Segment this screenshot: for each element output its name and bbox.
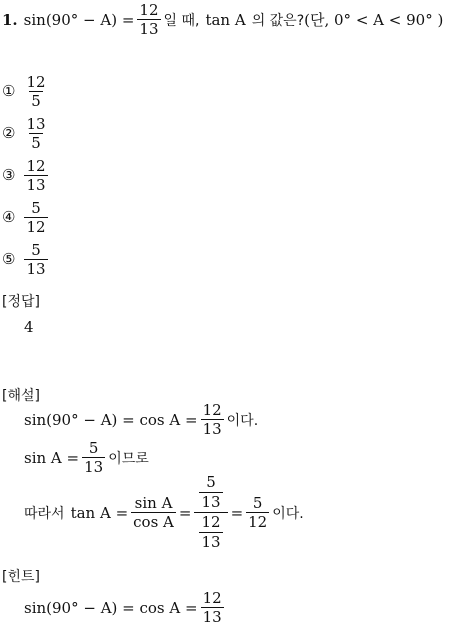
fraction-numerator: 5 [31, 240, 41, 259]
fraction-numerator: 12 [202, 401, 222, 419]
fraction-numerator: 5 [206, 473, 216, 491]
korean-text: 이다. [226, 412, 259, 429]
nested-fraction [194, 474, 227, 551]
equals-sign: = [230, 503, 244, 522]
equals-sign: = [178, 503, 192, 522]
sin-over-cos-fraction [131, 495, 176, 530]
fraction-numerator: 12 [26, 156, 46, 175]
fraction-numerator: 13 [26, 114, 46, 133]
nested-numerator [194, 474, 227, 512]
expr-text: sin(90° − A) = cos A = [24, 410, 198, 429]
fraction-denominator: 13 [84, 458, 104, 476]
option-fraction [24, 74, 47, 109]
expr-text: sin A = [24, 448, 80, 467]
fraction-denominator: 13 [202, 420, 222, 438]
option-marker: ⑤ [2, 250, 16, 268]
option-fraction [24, 200, 47, 235]
question-expr-right: tan A [205, 10, 246, 29]
option-fraction [24, 242, 47, 277]
option-fraction [24, 158, 47, 193]
fraction-numerator: 5 [252, 494, 263, 512]
inner-fraction [199, 474, 222, 511]
fraction-denominator: 13 [201, 533, 221, 551]
question-korean-ask: 의 값은? [251, 12, 305, 29]
option-marker: ④ [2, 208, 16, 226]
korean-text: 이므로 [108, 450, 149, 467]
options-list [2, 70, 51, 280]
fraction-denominator: 5 [31, 133, 41, 152]
fraction-numerator: 5 [88, 439, 99, 457]
explanation-line-1 [24, 402, 258, 437]
hint-label: [힌트] [2, 569, 40, 585]
explanation-label: [해설] [2, 388, 40, 404]
fraction-numerator: 5 [31, 198, 41, 217]
question-korean-when: 일 때, [163, 12, 200, 29]
expr-text: tan A = [70, 503, 129, 522]
option-marker: ③ [2, 166, 16, 184]
option-2[interactable] [2, 112, 51, 154]
option-fraction [24, 116, 47, 151]
option-marker: ② [2, 124, 16, 142]
fraction-numerator: 12 [139, 1, 159, 19]
korean-text: 따라서 [24, 505, 65, 522]
option-5[interactable] [2, 238, 51, 280]
fraction-denominator: 13 [26, 259, 46, 278]
fraction-denominator: 13 [26, 175, 46, 194]
nested-denominator [194, 512, 227, 551]
fraction-denominator: 12 [26, 217, 46, 236]
question-condition: (단, 0° < A < 90° ) [304, 11, 444, 29]
answer-label: [정답] [2, 294, 40, 310]
fraction-denominator: 5 [31, 91, 41, 110]
explanation-fraction [201, 402, 224, 437]
explanation-line-2 [24, 440, 149, 475]
inner-fraction [199, 514, 222, 551]
option-marker: ① [2, 82, 16, 100]
fraction-numerator: 12 [202, 589, 222, 607]
korean-text: 이다. [272, 505, 304, 522]
question-number: 1. [2, 10, 18, 29]
option-4[interactable] [2, 196, 51, 238]
option-3[interactable] [2, 154, 51, 196]
question-expr-left: sin(90° − A) = [23, 10, 135, 29]
fraction-denominator: 12 [248, 513, 268, 531]
option-1[interactable] [2, 70, 51, 112]
answer-value: 4 [24, 318, 34, 336]
question-line [2, 2, 443, 37]
question-fraction [137, 2, 160, 37]
explanation-line-3 [24, 474, 304, 551]
fraction-denominator: 13 [201, 493, 221, 511]
fraction-numerator: 12 [26, 72, 46, 91]
expr-text: sin(90° − A) = cos A = [24, 598, 198, 617]
explanation-fraction [82, 440, 105, 475]
fraction-denominator: cos A [133, 513, 174, 531]
fraction-denominator: 13 [139, 20, 159, 38]
result-fraction [246, 495, 269, 530]
fraction-denominator: 13 [202, 608, 222, 626]
fraction-numerator: sin A [134, 494, 173, 512]
fraction-numerator: 12 [201, 513, 221, 531]
